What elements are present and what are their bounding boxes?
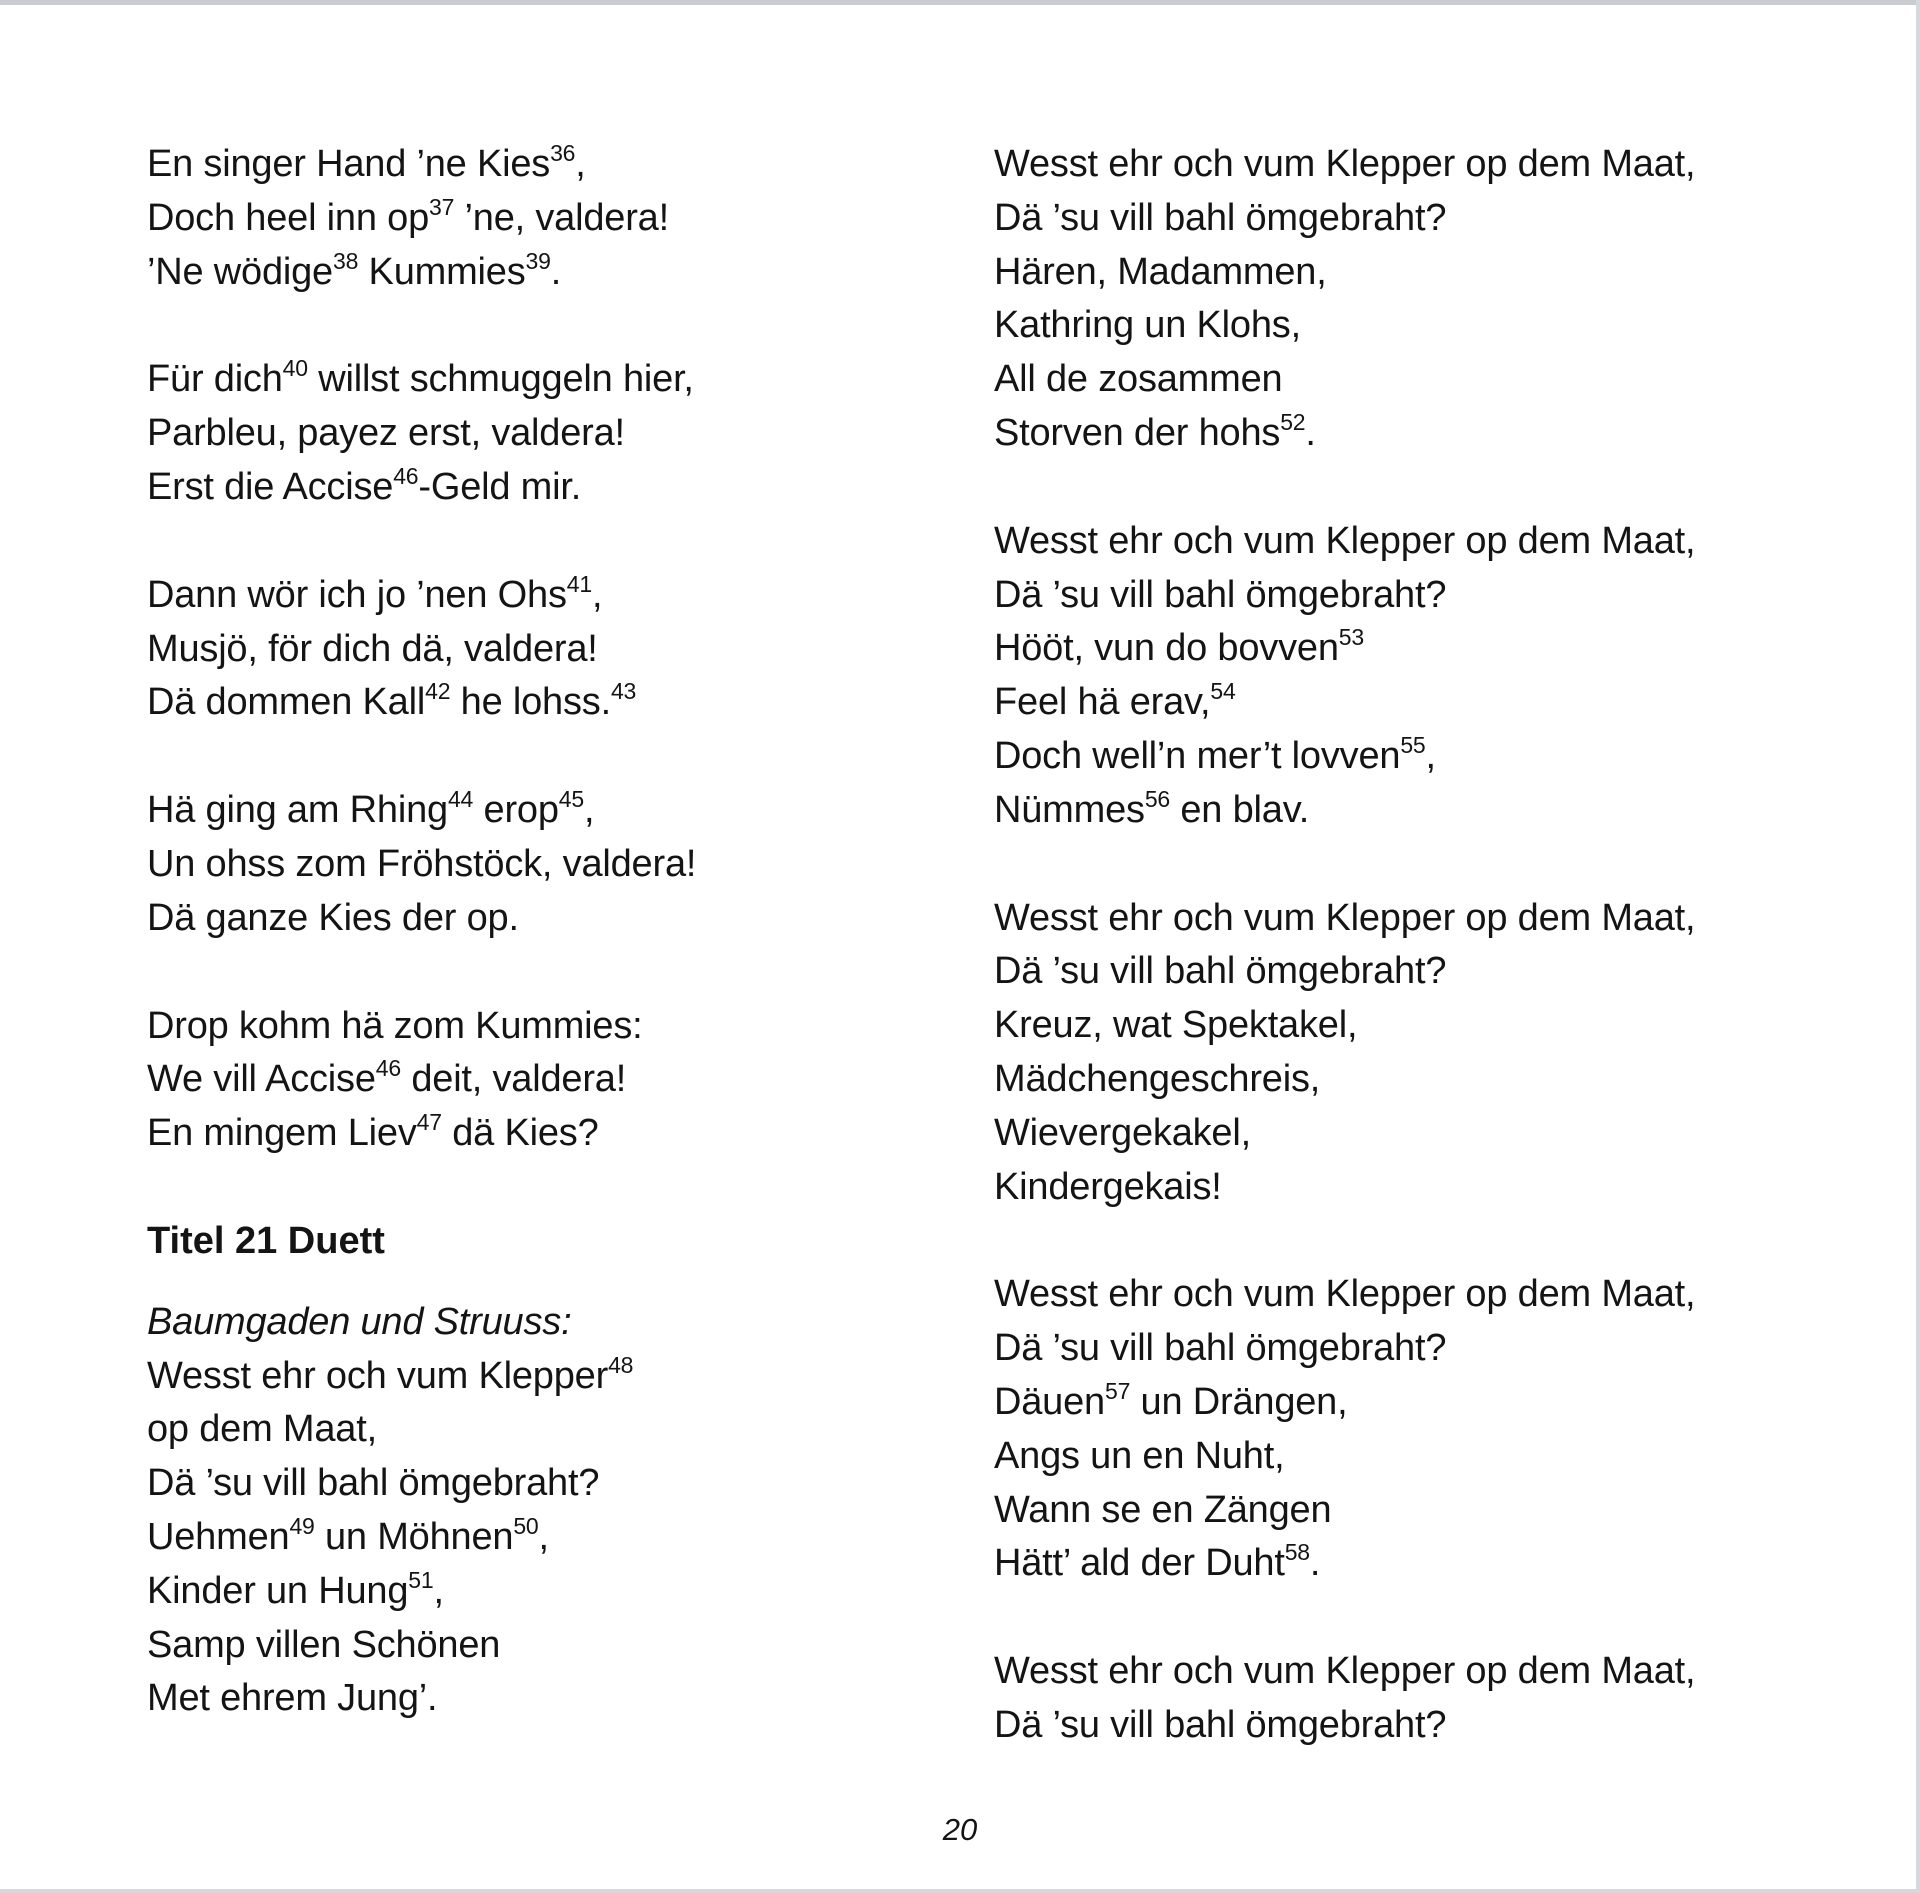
- verse-line: [994, 999, 1894, 1053]
- verse-line: [147, 569, 967, 623]
- verse-text: Erst die Accise: [147, 465, 394, 508]
- verse-line: [994, 1699, 1894, 1753]
- right-stanzas: [994, 138, 1894, 1753]
- left-stanzas: [147, 138, 967, 1161]
- verse-line: [994, 1268, 1894, 1322]
- verse-text: Met ehrem Jung’.: [147, 1677, 438, 1720]
- verse-text: op dem Maat,: [147, 1408, 377, 1451]
- verse-text: Mädchengeschreis,: [994, 1057, 1321, 1100]
- stanza: [994, 892, 1894, 1215]
- footnote-marker: 58: [1284, 1539, 1310, 1566]
- verse-text: Hä ging am Rhing: [147, 789, 448, 832]
- footnote-marker: 43: [610, 678, 637, 705]
- verse-line: [994, 1322, 1894, 1376]
- verse-text: Dann wör ich jo ’nen Ohs: [147, 573, 567, 616]
- footnote-marker: 46: [393, 462, 419, 489]
- footnote-marker: 36: [550, 140, 576, 166]
- verse-text: Dä ’su vill bahl ömgebraht?: [994, 196, 1447, 239]
- verse-text: Dä ganze Kies der op.: [147, 896, 519, 939]
- verse-text: ,: [583, 789, 595, 832]
- verse-text: Dä ’su vill bahl ömgebraht?: [994, 950, 1447, 993]
- stanza: [994, 138, 1894, 461]
- verse-text: Dä dommen Kall: [147, 681, 426, 724]
- verse-line: [994, 1430, 1894, 1484]
- verse-text: Kinder un Hung: [147, 1569, 409, 1612]
- verse-line: [994, 1053, 1894, 1107]
- footnote-marker: 46: [375, 1055, 401, 1082]
- stanza: [994, 515, 1894, 838]
- stanza: [147, 353, 967, 514]
- verse-text: -Geld mir.: [418, 465, 582, 508]
- verse-text: .: [1305, 411, 1316, 454]
- verse-text: ,: [575, 143, 586, 185]
- footnote-marker: 50: [513, 1512, 539, 1539]
- verse-text: We vill Accise: [147, 1058, 376, 1101]
- verse-text: ’Ne wödige: [147, 250, 333, 293]
- verse-line: [994, 407, 1894, 461]
- verse-text: Däuen: [994, 1380, 1105, 1423]
- verse-text: Kathring un Klohs,: [994, 304, 1301, 347]
- verse-text: Samp villen Schönen: [147, 1623, 501, 1666]
- speakers-line: Baumgaden und Struuss:: [147, 1300, 572, 1343]
- verse-text: un Drängen,: [1130, 1380, 1348, 1423]
- verse-text: Hätt’ ald der Duht: [994, 1542, 1285, 1585]
- verse-text: Für dich: [147, 358, 283, 401]
- footnote-marker: 56: [1144, 785, 1171, 812]
- verse-text: ,: [538, 1515, 549, 1558]
- verse-line: [994, 1645, 1894, 1699]
- footnote-marker: 40: [282, 355, 308, 382]
- verse-line: [147, 838, 967, 892]
- verse-text: Kummies: [358, 250, 526, 293]
- verse-line: [147, 138, 967, 192]
- verse-line: [147, 192, 967, 246]
- verse-line: [994, 138, 1894, 192]
- verse-text: he lohss.: [450, 681, 611, 724]
- section-heading: Titel 21 Duett: [147, 1219, 385, 1262]
- verse-line: [994, 299, 1894, 353]
- footnote-marker: 39: [525, 247, 551, 274]
- footnote-marker: 42: [425, 678, 451, 705]
- verse-text: Wesst ehr och vum Klepper op dem Maat,: [994, 1650, 1696, 1693]
- footnote-marker: 54: [1210, 678, 1236, 705]
- verse-line: [147, 461, 967, 515]
- footnote-marker: 37: [429, 193, 455, 220]
- verse-text: Feel hä erav,: [994, 681, 1211, 724]
- verse-text: Wesst ehr och vum Klepper op dem Maat,: [994, 143, 1696, 185]
- verse-text: Angs un en Nuht,: [994, 1434, 1285, 1477]
- verse-text: Kreuz, wat Spektakel,: [994, 1004, 1358, 1047]
- verse-line: [994, 892, 1894, 946]
- verse-text: ,: [433, 1569, 444, 1612]
- stanza: [147, 138, 967, 299]
- footnote-marker: 53: [1338, 624, 1364, 651]
- verse-text: Storven der hohs: [994, 411, 1281, 454]
- page-right-edge: [1916, 0, 1920, 1893]
- verse-line: [994, 676, 1894, 730]
- page-number: 20: [942, 1812, 978, 1847]
- verse-text: deit, valdera!: [400, 1058, 627, 1101]
- verse-text: willst schmuggeln hier,: [307, 358, 694, 401]
- verse-text: Hööt, vun do bovven: [994, 627, 1339, 670]
- verse-line: [147, 353, 967, 407]
- footnote-marker: 49: [289, 1512, 315, 1539]
- verse-text: Doch well’n mer’t lovven: [994, 734, 1401, 777]
- verse-text: un Möhnen: [314, 1515, 514, 1558]
- verse-line: [147, 1000, 967, 1054]
- verse-line: [147, 1053, 967, 1107]
- verse-text: Drop kohm hä zom Kummies:: [147, 1004, 643, 1047]
- footnote-marker: 41: [566, 570, 592, 597]
- verse-line: [994, 246, 1894, 300]
- footnote-marker: 47: [416, 1109, 442, 1136]
- verse-text: Wesst ehr och vum Klepper op dem Maat,: [994, 1273, 1696, 1316]
- verse-line: [147, 407, 967, 461]
- verse-line: [994, 192, 1894, 246]
- verse-line: [994, 1484, 1894, 1538]
- footnote-marker: 38: [333, 247, 359, 274]
- verse-text: En mingem Liev: [147, 1112, 417, 1155]
- right-column: [994, 138, 1894, 1807]
- verse-text: erop: [473, 789, 559, 832]
- verse-text: en blav.: [1170, 788, 1310, 831]
- footnote-marker: 44: [447, 786, 474, 813]
- verse-text: Musjö, för dich dä, valdera!: [147, 627, 598, 670]
- verse-text: ,: [1425, 734, 1436, 777]
- stanza: [147, 569, 967, 730]
- verse-text: Parbleu, payez erst, valdera!: [147, 412, 625, 455]
- verse-text: Dä ’su vill bahl ömgebraht?: [147, 1462, 600, 1505]
- duet-lines: [147, 1350, 967, 1727]
- verse-line: [994, 569, 1894, 623]
- verse-line: [994, 622, 1894, 676]
- verse-line: [147, 1672, 967, 1726]
- footnote-marker: 48: [608, 1351, 634, 1378]
- footnote-marker: 51: [408, 1566, 434, 1593]
- stanza: [147, 1000, 967, 1161]
- page-bottom-edge: [0, 1889, 1920, 1893]
- verse-text: .: [1309, 1542, 1321, 1585]
- verse-text: dä Kies?: [441, 1112, 599, 1155]
- verse-text: .: [550, 250, 562, 293]
- verse-text: Wievergekakel,: [994, 1111, 1251, 1154]
- verse-text: Uehmen: [147, 1515, 290, 1558]
- verse-line: [994, 1161, 1894, 1215]
- verse-line: [147, 1619, 967, 1673]
- verse-line: [994, 1376, 1894, 1430]
- verse-line: [147, 1457, 967, 1511]
- verse-line: [994, 945, 1894, 999]
- verse-line: [147, 246, 967, 300]
- verse-line: [147, 1511, 967, 1565]
- verse-line: [994, 1537, 1894, 1591]
- verse-line: [994, 730, 1894, 784]
- verse-line: [994, 784, 1894, 838]
- page-top-edge: [0, 0, 1920, 5]
- left-column: [147, 138, 967, 1726]
- verse-text: En singer Hand ’ne Kies: [147, 143, 551, 185]
- verse-line: [147, 1403, 967, 1457]
- verse-text: All de zosammen: [994, 358, 1283, 401]
- verse-line: [147, 623, 967, 677]
- verse-text: Dä ’su vill bahl ömgebraht?: [994, 1327, 1447, 1370]
- verse-text: Kindergekais!: [994, 1165, 1222, 1208]
- stanza: [994, 1645, 1894, 1753]
- verse-text: Nümmes: [994, 788, 1145, 831]
- stanza: [147, 784, 967, 945]
- verse-text: Wesst ehr och vum Klepper op dem Maat,: [994, 519, 1696, 562]
- verse-text: Wesst ehr och vum Klepper op dem Maat,: [994, 896, 1696, 939]
- verse-line: [994, 1107, 1894, 1161]
- verse-text: Un ohss zom Fröhstöck, valdera!: [147, 842, 697, 885]
- verse-line: [147, 676, 967, 730]
- verse-line: [994, 353, 1894, 407]
- verse-line: [994, 515, 1894, 569]
- verse-text: Doch heel inn op: [147, 196, 430, 239]
- verse-text: ’ne, valdera!: [454, 196, 669, 239]
- footnote-marker: 57: [1104, 1377, 1131, 1404]
- verse-line: [147, 892, 967, 946]
- verse-text: Dä ’su vill bahl ömgebraht?: [994, 573, 1447, 616]
- verse-text: Wann se en Zängen: [994, 1488, 1332, 1531]
- footnote-marker: 45: [558, 786, 584, 813]
- footnote-marker: 52: [1280, 408, 1306, 435]
- verse-text: Hären, Madammen,: [994, 250, 1327, 293]
- verse-line: [147, 1350, 967, 1404]
- verse-line: [147, 784, 967, 838]
- footnote-marker: 55: [1400, 731, 1426, 758]
- verse-text: Wesst ehr och vum Klepper: [147, 1354, 609, 1397]
- verse-text: Dä ’su vill bahl ömgebraht?: [994, 1703, 1447, 1746]
- verse-line: [147, 1565, 967, 1619]
- stanza: [994, 1268, 1894, 1591]
- verse-text: ,: [591, 573, 603, 616]
- verse-line: [147, 1107, 967, 1161]
